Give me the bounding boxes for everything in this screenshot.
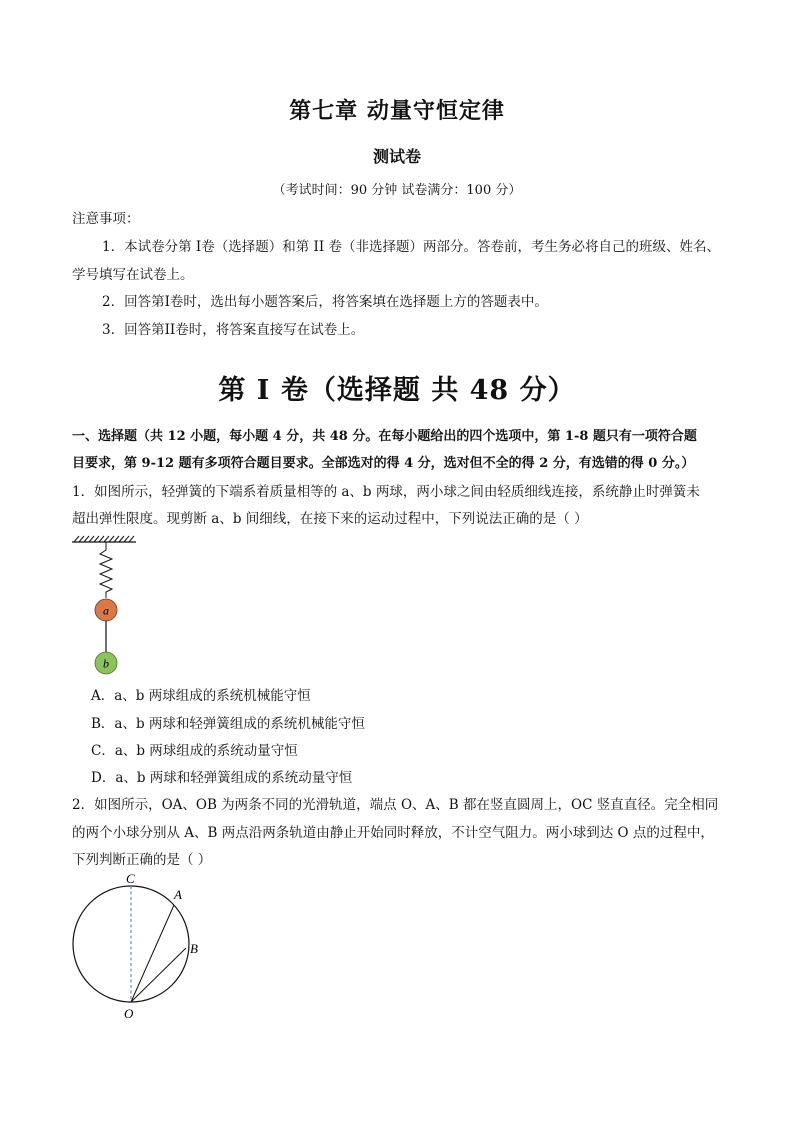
q2-stem-line-3: 下列判断正确的是（ ）: [72, 852, 212, 868]
note-item-3: 3．回答第II卷时，将答案直接写在试卷上。: [102, 322, 365, 338]
section-title: 第 I 卷（选择题 共 48 分）: [218, 375, 576, 406]
label-o: O: [124, 1006, 134, 1021]
q2-stem-line-2: 的两个小球分别从 A、B 两点沿两条轨道由静止开始同时释放，不计空气阻力。两小球到达 O 点的过程中，: [72, 825, 714, 841]
circle-track-figure: [60, 870, 220, 1022]
q1-option-c[interactable]: C．a、b 两球组成的系统动量守恒: [91, 743, 298, 759]
q1-option-a[interactable]: A．a、b 两球组成的系统机械能守恒: [91, 688, 311, 704]
label-c: C: [126, 871, 135, 886]
q1-stem-line-2: 超出弹性限度。现剪断 a、b 间细线，在接下来的运动过程中，下列说法正确的是（ ）: [72, 511, 588, 527]
q2-stem-line-1: 2．如图所示，OA、OB 为两条不同的光滑轨道，端点 O、A、B 都在竖直圆周上，OC 竖直直径。完全相同: [72, 797, 719, 813]
track-ob: [131, 948, 186, 1002]
chapter-title: 第七章 动量守恒定律: [289, 98, 505, 124]
section-instructions-line-1: 一、选择题（共 12 小题，每小题 4 分，共 48 分。在每小题给出的四个选项中，第 1-8 题只有一项符合题: [72, 429, 697, 444]
q1-option-d[interactable]: D．a、b 两球和轻弹簧组成的系统动量守恒: [91, 770, 353, 786]
section-instructions-line-2: 目要求，第 9-12 题有多项符合题目要求。全部选对的得 4 分，选对但不全的得 2 分，有选错的得 0 分。）: [72, 456, 695, 471]
note-item-1-cont: 学号填写在试卷上。: [72, 267, 194, 283]
label-b: B: [190, 941, 198, 956]
ball-a-label: a: [103, 603, 109, 618]
ball-b-label: b: [103, 656, 109, 671]
label-a: A: [174, 887, 182, 902]
spring-figure: [66, 532, 146, 682]
paper-subtitle: 测试卷: [372, 147, 421, 166]
note-item-1: 1．本试卷分第 I卷（选择题）和第 II 卷（非选择题）两部分。答卷前，考生务必将自己的班级、姓名、: [102, 239, 720, 255]
exam-info: （考试时间：90 分钟 试卷满分：100 分）: [272, 183, 522, 198]
note-item-2: 2．回答第I卷时，选出每小题答案后，将答案填在选择题上方的答题表中。: [102, 294, 548, 310]
notes-heading: 注意事项：: [72, 211, 140, 227]
q1-stem-line-1: 1．如图所示，轻弹簧的下端系着质量相等的 a、b 两球，两小球之间由轻质细线连接，系统静止时弹簧未: [72, 484, 700, 500]
q1-option-b[interactable]: B．a、b 两球和轻弹簧组成的系统机械能守恒: [91, 716, 365, 732]
spring: [100, 542, 112, 598]
track-oa: [131, 905, 174, 1002]
ceiling-hatch: [72, 536, 136, 542]
